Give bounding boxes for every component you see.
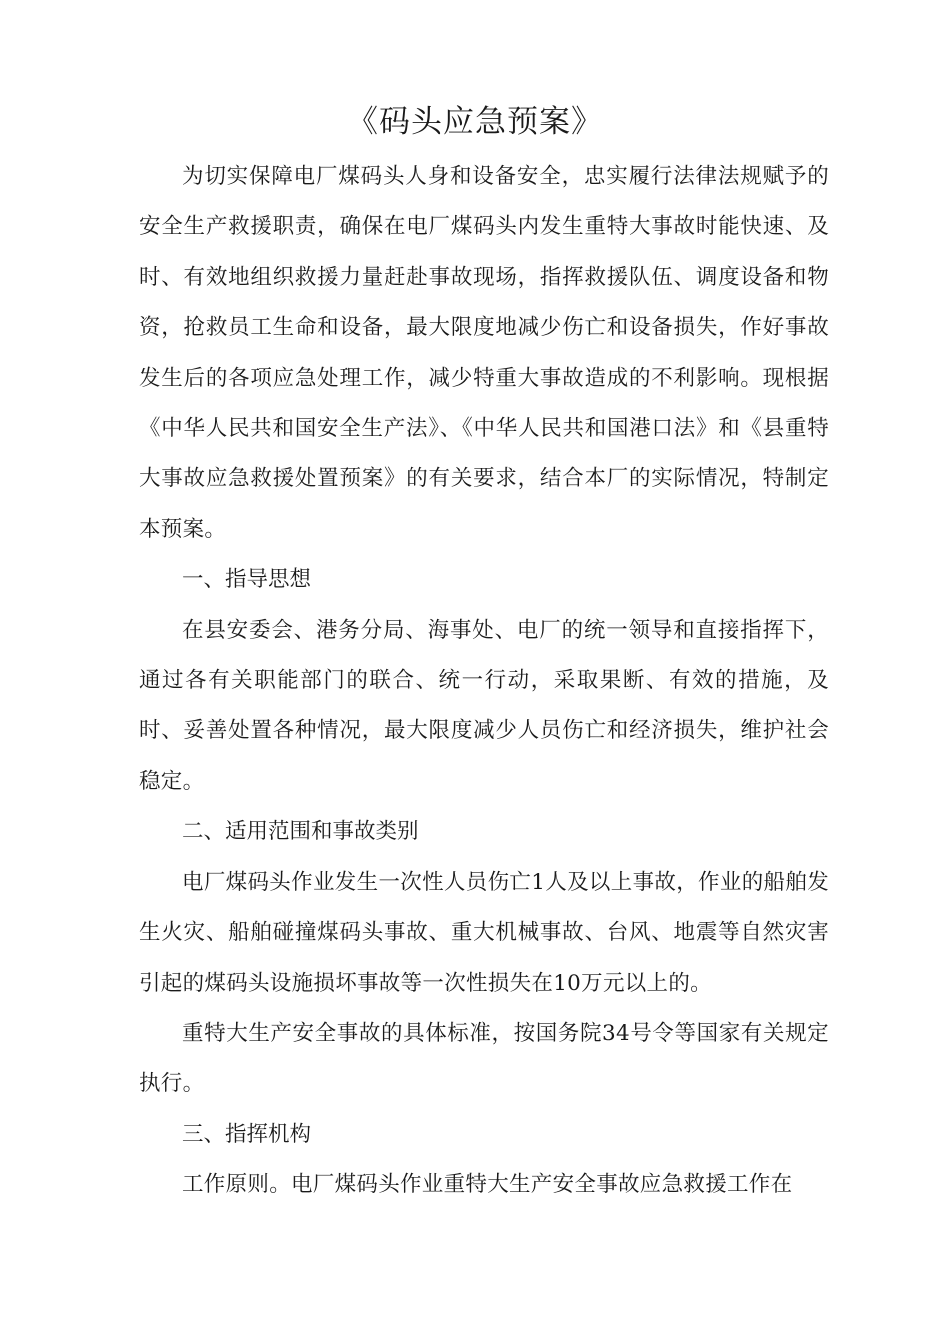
standard-paragraph: 重特大生产安全事故的具体标准，按国务院34号令等国家有关规定执行。	[139, 1020, 829, 1097]
intro-paragraph: 为切实保障电厂煤码头人身和设备安全，忠实履行法律法规赋予的安全生产救援职责，确保在电厂煤码头内发生重特大事故时能快速、及时、有效地组织救援力量赶赴事故现场，指挥救援队伍、调度设备和物资，抢救员工生命和设备，最大限度地减少伤亡和设备损失，作好事故发生后的各项应急处理工作，减少特重大事故造成的不利影响。现根据《中华人民共和国安全生产法》、《中华人民共和国港口法》和《县重特大事故应急救援处置预案》的有关要求，结合本厂的实际情况，特制定本预案。	[139, 164, 829, 542]
section-heading-command: 三、指挥机构	[182, 1121, 312, 1147]
section-heading-scope: 二、适用范围和事故类别	[182, 819, 419, 845]
document-body	[139, 152, 829, 1211]
scope-paragraph: 电厂煤码头作业发生一次性人员伤亡1人及以上事故，作业的船舶发生火灾、船舶碰撞煤码头事故、重大机械事故、台风、地震等自然灾害引起的煤码头设施损坏事故等一次性损失在10万元以上的。	[139, 869, 829, 996]
guiding-thought-paragraph: 在县安委会、港务分局、海事处、电厂的统一领导和直接指挥下，通过各有关职能部门的联合、统一行动，采取果断、有效的措施，及时、妥善处置各种情况，最大限度减少人员伤亡和经济损失，维护社会稳定。	[139, 617, 829, 794]
work-principle-paragraph: 工作原则。电厂煤码头作业重特大生产安全事故应急救援工作在	[182, 1172, 793, 1198]
section-heading-guiding-thought: 一、指导思想	[182, 567, 312, 593]
document-title: 《码头应急预案》	[347, 104, 603, 140]
